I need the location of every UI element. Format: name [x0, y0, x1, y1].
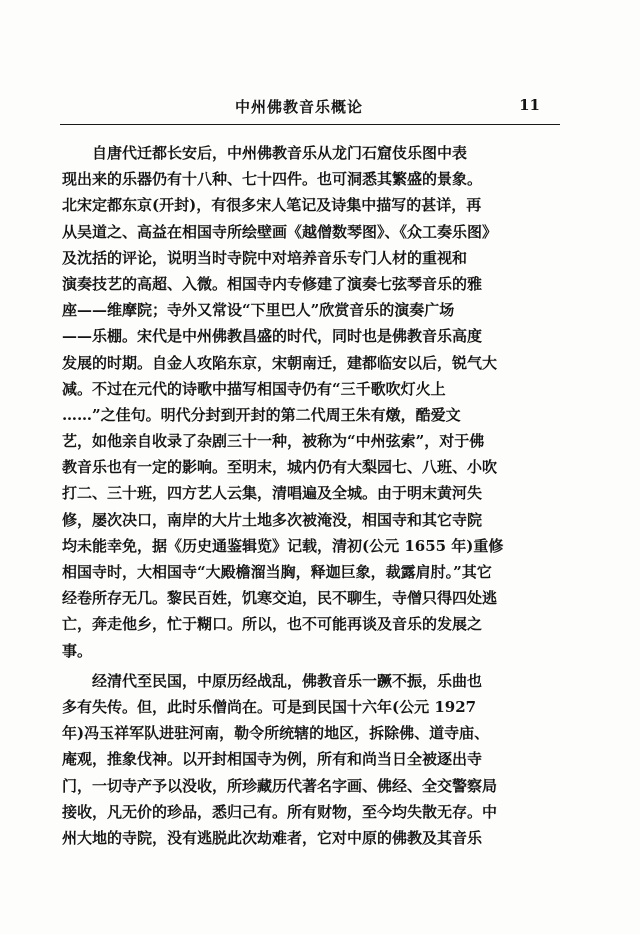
text-line: 州大地的寺院，没有逃脱此次劫难者，它对中原的佛教及其音乐 [62, 828, 483, 847]
text-line: 打二、三十班，四方艺人云集，清唱遍及全城。由于明末黄河失 [62, 484, 483, 503]
text-line: 座——维摩院；寺外又常设“下里巴人”欣赏音乐的演奏广场 [62, 301, 455, 320]
text-line: 经清代至民国，中原历经战乱，佛教音乐一蹶不振，乐曲也 [92, 671, 483, 690]
text-line: 修，屡次决口，南岸的大片土地多次被淹没，相国寺和其它寺院 [62, 510, 483, 529]
text-line: 北宋定都东京(开封)，有很多宋人笔记及诗集中描写的甚详，再 [62, 196, 482, 215]
text-line: ——乐棚。宋代是中州佛教昌盛的时代，同时也是佛教音乐高度 [62, 327, 483, 346]
body-text [62, 140, 562, 851]
text-line: 发展的时期。自金人攻陷东京，宋朝南迁，建都临安以后，锐气大 [62, 353, 498, 372]
text-line: 相国寺时，大相国寺“大殿檐溜当胸，释迦巨象，裁露肩肘。”其它 [62, 563, 492, 581]
text-line: 门，一切寺产予以没收，所珍藏历代著名字画、佛经、全交警察局 [62, 776, 498, 795]
text-line: 多有失传。但，此时乐僧尚在。可是到民国十六年(公元 1927 [62, 697, 477, 716]
text-line: 及沈括的评论，说明当时寺院中对培养音乐专门人材的重视和 [62, 248, 468, 267]
text-line: 教音乐也有一定的影响。至明末，城内仍有大梨园七、八班、小吹 [62, 458, 498, 477]
text-line: 事。 [62, 641, 93, 660]
text-line: 艺，如他亲自收录了杂剧三十一种，被称为“中州弦索”，对于佛 [62, 432, 485, 451]
text-line: 自唐代迁都长安后，中州佛教音乐从龙门石窟伎乐图中表 [92, 144, 468, 162]
text-line: 均未能幸免，据《历史通鉴辑览》记载，清初(公元 1655 年)重修 [62, 536, 504, 555]
text-line: 演奏技艺的高超、入微。相国寺内专修建了演奏七弦琴音乐的雅 [62, 274, 483, 293]
text-line: 接收，凡无价的珍品，悉归己有。所有财物，至今均失散无存。中 [62, 802, 498, 821]
text-line: ……”之佳句。明代分封到开封的第二代周王朱有燉，酷爱文 [62, 405, 461, 424]
paragraph-1 [62, 140, 562, 664]
text-line: 现出来的乐器仍有十八种、七十四件。也可洞悉其繁盛的景象。 [62, 170, 483, 189]
text-line: 经卷所存无几。黎民百姓，饥寒交迫，民不聊生，寺僧只得四处逃 [62, 589, 498, 608]
paragraph-2 [62, 668, 562, 851]
running-header [60, 96, 560, 124]
text-line: 从吴道之、高益在相国寺所绘壁画《越僧数琴图》、《众工奏乐图》 [62, 222, 498, 241]
header-title: 中州佛教音乐概论 [235, 98, 364, 116]
text-line: 年)冯玉祥军队进驻河南，勒令所统辖的地区，拆除佛、道寺庙、 [62, 724, 490, 743]
header-rule [60, 124, 560, 125]
text-line: 亡，奔走他乡，忙于糊口。所以，也不可能再谈及音乐的发展之 [62, 615, 483, 634]
text-line: 减。不过在元代的诗歌中描写相国寺仍有“三千歌吹灯火上 [62, 379, 446, 398]
page-number: 11 [519, 96, 540, 114]
text-line: 庵观，推象伐神。以开封相国寺为例，所有和尚当日全被逐出寺 [62, 750, 483, 769]
